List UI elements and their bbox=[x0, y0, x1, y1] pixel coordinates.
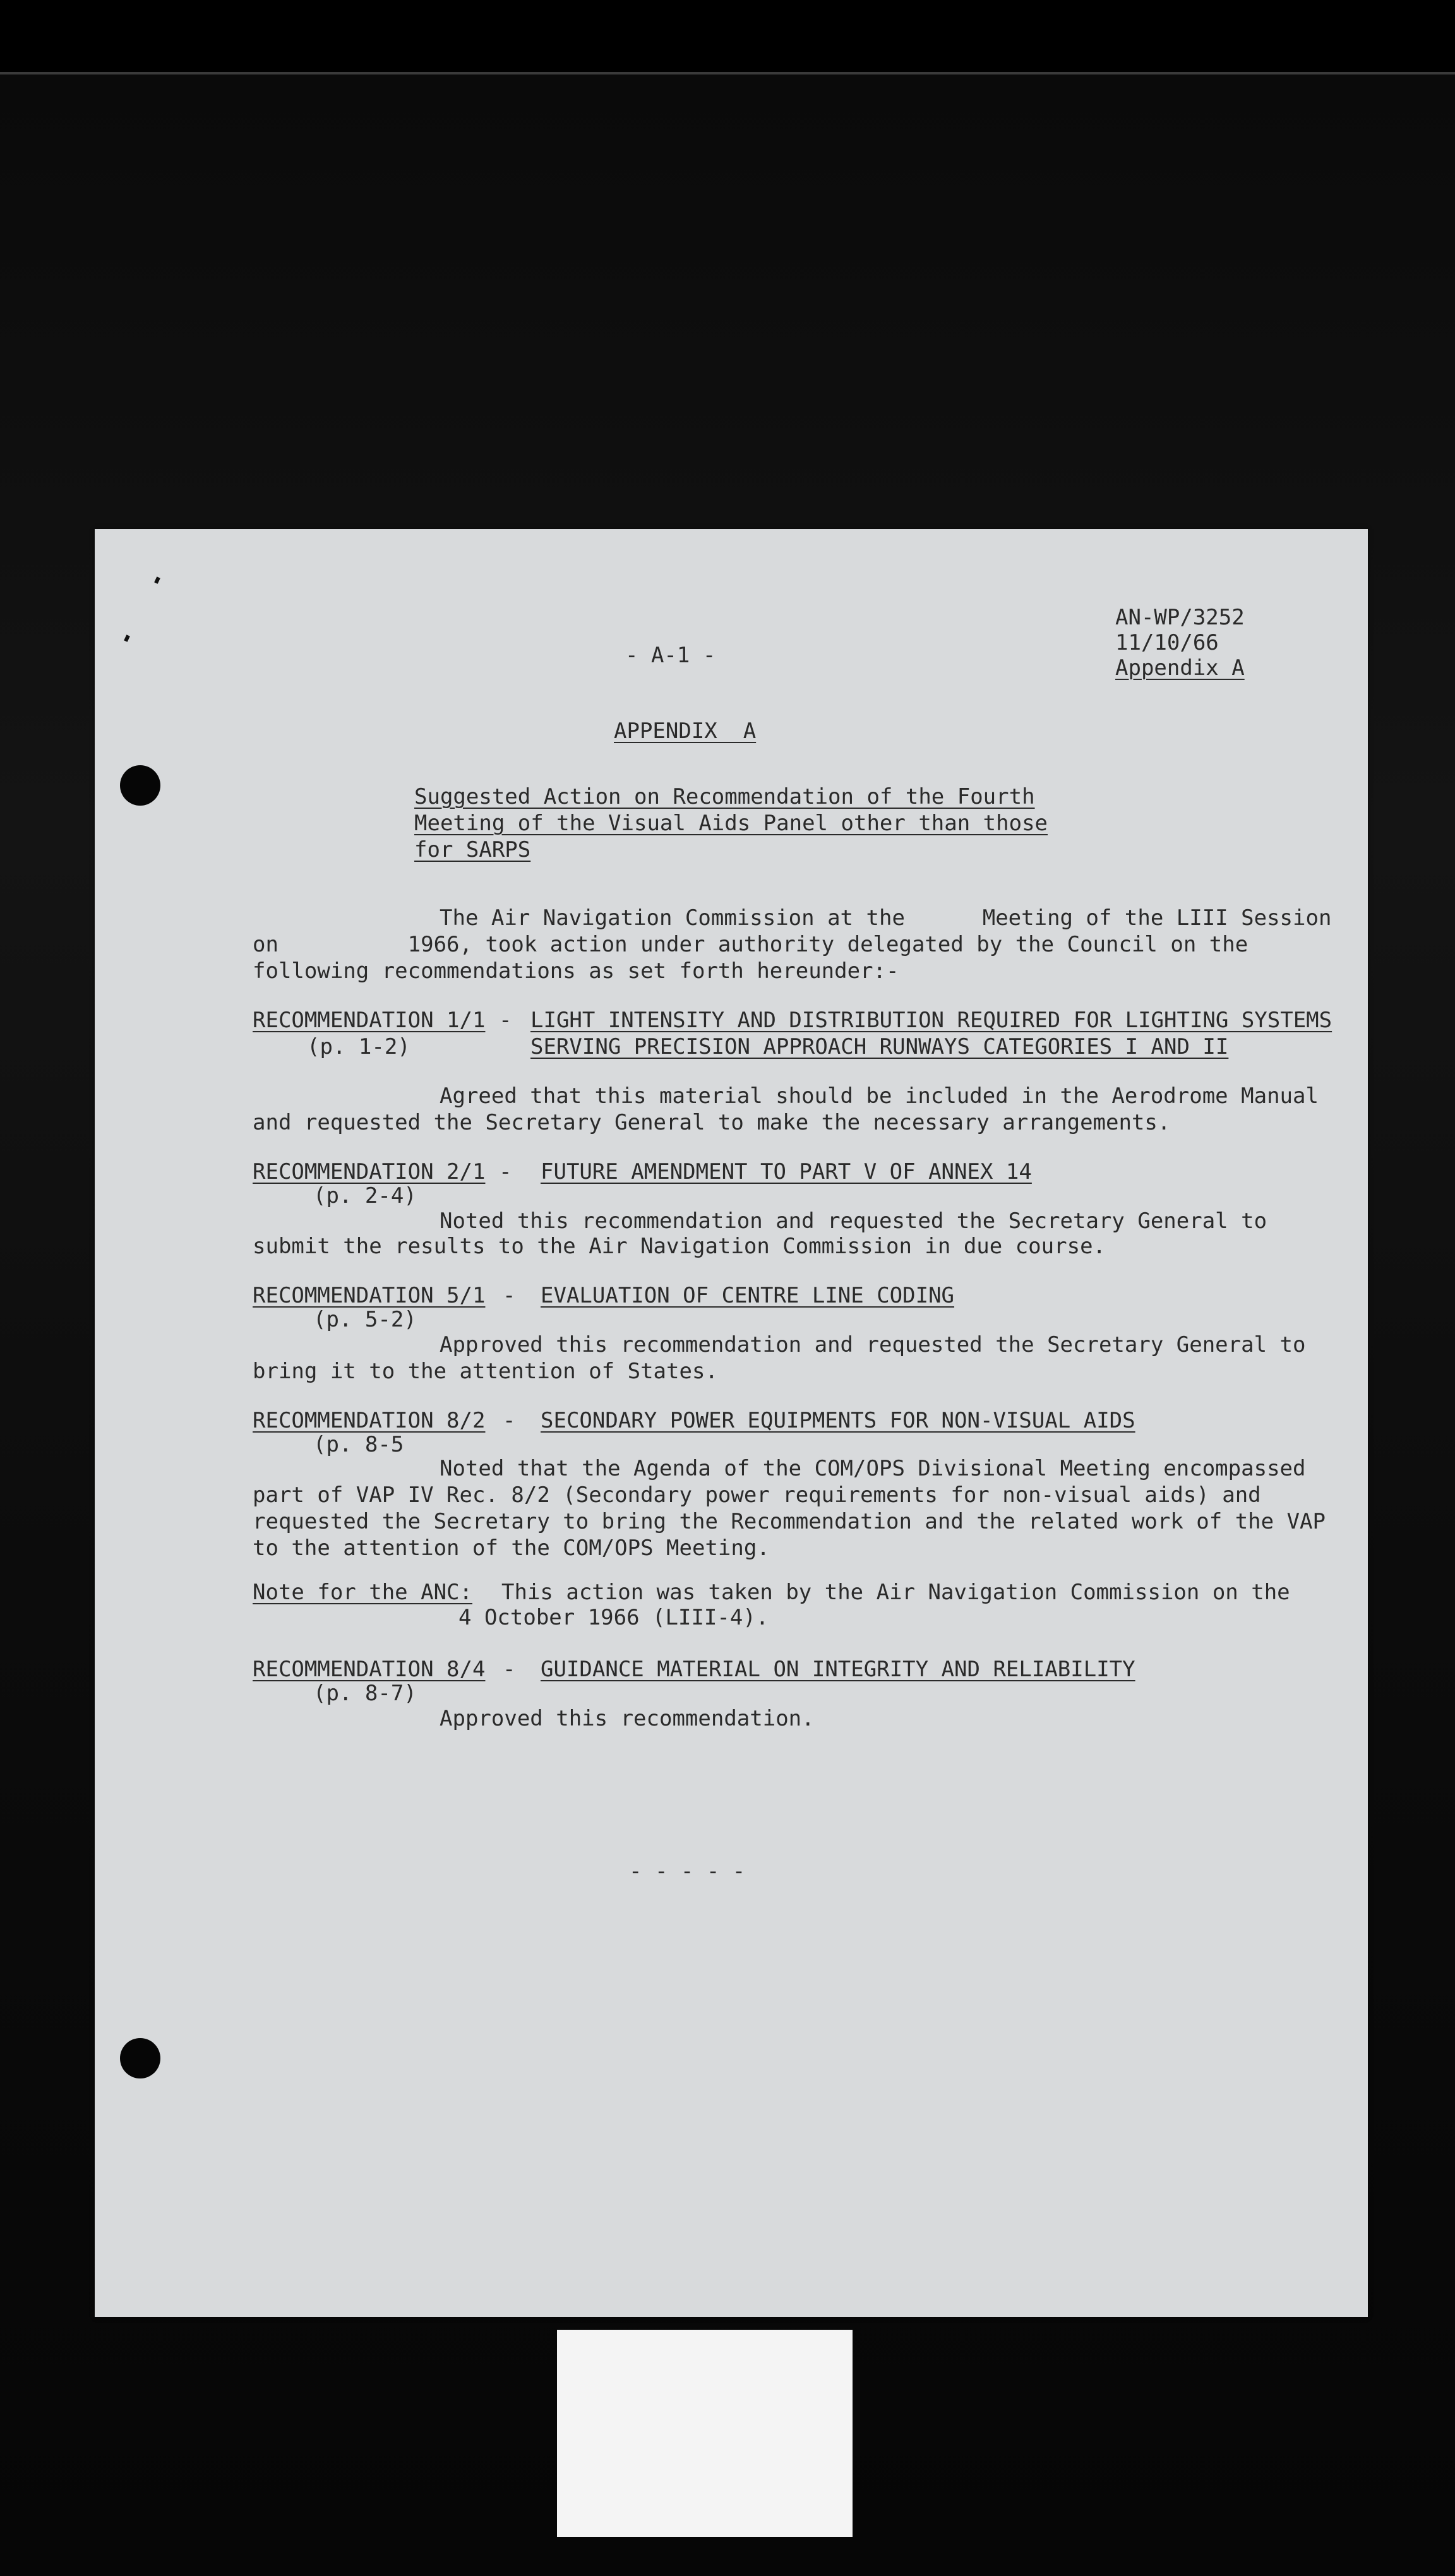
appendix-reference: Appendix A bbox=[1115, 655, 1245, 681]
recommendation-action: submit the results to the Air Navigation Commission in due course. bbox=[253, 1234, 1106, 1259]
page-number: - A-1 - bbox=[625, 643, 716, 668]
recommendation-page-ref: (p. 1-2) bbox=[307, 1034, 410, 1059]
page-speck bbox=[154, 576, 160, 584]
recommendation-action: Noted that the Agenda of the COM/OPS Divisional Meeting encompassed bbox=[440, 1456, 1306, 1481]
recommendation-title: SECONDARY POWER EQUIPMENTS FOR NON-VISUAL AIDS bbox=[541, 1408, 1135, 1433]
dash-separator: - bbox=[503, 1283, 516, 1308]
recommendation-action: requested the Secretary to bring the Recommendation and the related work of the VAP bbox=[253, 1509, 1326, 1534]
recommendation-action: part of VAP IV Rec. 8/2 (Secondary power requirements for non-visual aids) and bbox=[253, 1482, 1261, 1508]
page-title: APPENDIX A bbox=[614, 719, 757, 744]
intro-line: on 1966, took action under authority delegated by the Council on the bbox=[253, 932, 1248, 957]
dash-separator: - bbox=[503, 1408, 516, 1433]
recommendation-title: EVALUATION OF CENTRE LINE CODING bbox=[541, 1283, 955, 1308]
recommendation-action: Approved this recommendation and requested the Secretary General to bbox=[440, 1332, 1306, 1357]
punch-hole-top bbox=[120, 765, 160, 806]
recommendation-action: to the attention of the COM/OPS Meeting. bbox=[253, 1535, 770, 1561]
recommendation-title: SERVING PRECISION APPROACH RUNWAYS CATEGORIES I AND II bbox=[530, 1034, 1229, 1059]
document-date: 11/10/66 bbox=[1115, 630, 1219, 655]
recommendation-page-ref: (p. 8-7) bbox=[313, 1681, 417, 1706]
document-reference: AN-WP/3252 bbox=[1115, 605, 1245, 630]
recommendation-action: and requested the Secretary General to make the necessary arrangements. bbox=[253, 1110, 1171, 1135]
dash-separator: - bbox=[503, 1657, 516, 1682]
blank-label-card bbox=[557, 2330, 853, 2537]
note-text: 4 October 1966 (LIII-4). bbox=[458, 1605, 769, 1630]
subtitle-line: for SARPS bbox=[414, 837, 531, 862]
recommendation-page-ref: (p. 2-4) bbox=[313, 1183, 417, 1208]
recommendation-action: Agreed that this material should be included in the Aerodrome Manual bbox=[440, 1083, 1319, 1109]
recommendation-title: LIGHT INTENSITY AND DISTRIBUTION REQUIRED FOR LIGHTING SYSTEMS bbox=[530, 1008, 1332, 1033]
end-mark: - - - - - bbox=[629, 1859, 746, 1884]
subtitle-line: Meeting of the Visual Aids Panel other than those bbox=[414, 811, 1048, 836]
recommendation-action: bring it to the attention of States. bbox=[253, 1359, 718, 1384]
recommendation-label: RECOMMENDATION 2/1 bbox=[253, 1159, 486, 1184]
recommendation-page-ref: (p. 5-2) bbox=[313, 1307, 417, 1332]
recommendation-action: Noted this recommendation and requested the Secretary General to bbox=[440, 1208, 1267, 1234]
page-speck bbox=[124, 635, 130, 642]
recommendation-page-ref: (p. 8-5 bbox=[313, 1432, 404, 1457]
recommendation-action: Approved this recommendation. bbox=[440, 1706, 815, 1731]
recommendation-label: RECOMMENDATION 8/4 bbox=[253, 1657, 486, 1682]
intro-line: The Air Navigation Commission at the Meeting of the LIII Session bbox=[440, 905, 1332, 931]
film-frame-top bbox=[0, 0, 1455, 75]
recommendation-title: GUIDANCE MATERIAL ON INTEGRITY AND RELIABILITY bbox=[541, 1657, 1135, 1682]
dash-separator: - bbox=[499, 1159, 512, 1184]
recommendation-label: RECOMMENDATION 1/1 bbox=[253, 1008, 486, 1033]
recommendation-title: FUTURE AMENDMENT TO PART V OF ANNEX 14 bbox=[541, 1159, 1032, 1184]
subtitle-line: Suggested Action on Recommendation of the Fourth bbox=[414, 784, 1035, 809]
intro-line: following recommendations as set forth hereunder:- bbox=[253, 958, 899, 984]
recommendation-label: RECOMMENDATION 8/2 bbox=[253, 1408, 486, 1433]
note-label: Note for the ANC: bbox=[253, 1580, 472, 1605]
dash-separator: - bbox=[499, 1008, 512, 1033]
recommendation-label: RECOMMENDATION 5/1 bbox=[253, 1283, 486, 1308]
document-page bbox=[95, 529, 1368, 2317]
note-text: This action was taken by the Air Navigation Commission on the bbox=[501, 1580, 1290, 1605]
punch-hole-bottom bbox=[120, 2038, 160, 2078]
